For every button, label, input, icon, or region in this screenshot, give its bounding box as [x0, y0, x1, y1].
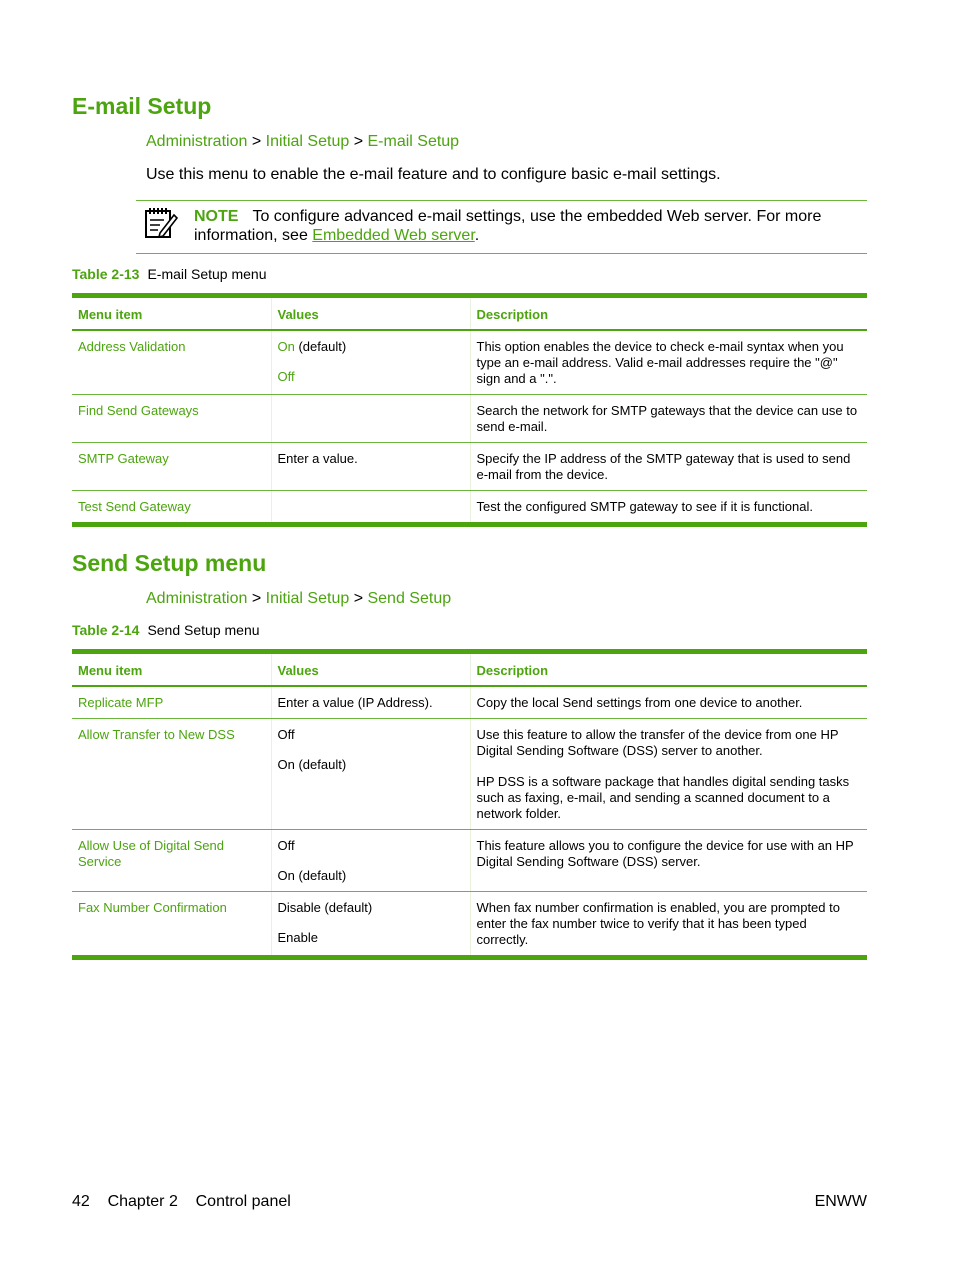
description-text: Specify the IP address of the SMTP gateway that is used to send e-mail from the device.: [476, 451, 851, 482]
note-pad-icon: [144, 205, 178, 239]
value-option: [278, 451, 464, 467]
table-number: Table 2-14: [72, 622, 140, 638]
breadcrumb-link-initial-setup[interactable]: Initial Setup: [265, 590, 350, 607]
chapter-title: Control panel: [195, 1193, 291, 1210]
values-cell: [271, 830, 470, 892]
embedded-web-server-link[interactable]: Embedded Web server: [312, 227, 475, 244]
value-option-text: (default): [294, 339, 347, 354]
value-option-text: Enter a value.: [277, 451, 358, 466]
values-cell: [271, 330, 470, 395]
column-header: Values: [271, 652, 470, 687]
values-cell: [271, 443, 470, 491]
value-option-text: Off: [277, 727, 295, 742]
value-option: [278, 868, 464, 884]
table-caption-title: E-mail Setup menu: [147, 266, 267, 282]
page-number: 42: [72, 1193, 90, 1210]
menu-item-link[interactable]: Allow Use of Digital Send Service: [72, 830, 271, 892]
value-option-link[interactable]: Off: [277, 369, 295, 384]
footer-left: [72, 1193, 291, 1211]
menu-item-link[interactable]: Replicate MFP: [72, 686, 271, 719]
menu-item-link[interactable]: Allow Transfer to New DSS: [72, 719, 271, 830]
menu-item-link[interactable]: Address Validation: [72, 330, 271, 395]
values-cell: [271, 686, 470, 719]
table-row: [72, 443, 867, 491]
description-text: HP DSS is a software package that handles digital sending tasks such as faxing, e-mail, and sending a scanned document to a network folder.: [476, 774, 850, 821]
values-cell: [271, 491, 470, 525]
value-option: [278, 727, 464, 743]
description-cell: [470, 719, 867, 830]
description-text: Search the network for SMTP gateways that the device can use to send e-mail.: [476, 403, 858, 434]
breadcrumb-link-email-setup[interactable]: E-mail Setup: [367, 133, 460, 150]
value-option: [278, 930, 464, 946]
value-option: [278, 695, 464, 711]
table-header-row: [72, 296, 867, 331]
column-header: Menu item: [72, 652, 271, 687]
breadcrumb-link-initial-setup[interactable]: Initial Setup: [265, 133, 350, 150]
table-row: [72, 491, 867, 525]
value-option: [278, 339, 464, 355]
description-text: This option enables the device to check e-mail syntax when you type an e-mail address. Valid e-mail addresses require the "@" sign and a ".".: [476, 339, 844, 386]
description-cell: [470, 491, 867, 525]
description-cell: [470, 443, 867, 491]
value-option-text: On (default): [277, 868, 347, 883]
column-header: Values: [271, 296, 470, 331]
value-option: [278, 900, 464, 916]
description-cell: [470, 395, 867, 443]
value-option-link[interactable]: On: [277, 339, 295, 354]
value-option-text: Enter a value (IP Address).: [277, 695, 433, 710]
menu-item-link[interactable]: SMTP Gateway: [72, 443, 271, 491]
table-row: [72, 719, 867, 830]
value-option-text: Enable: [277, 930, 318, 945]
breadcrumb-separator: >: [353, 133, 364, 150]
breadcrumb-send-setup: [146, 590, 451, 608]
description-text: Copy the local Send settings from one device to another.: [476, 695, 803, 710]
menu-item-link[interactable]: Fax Number Confirmation: [78, 900, 227, 915]
value-option: [278, 369, 464, 385]
value-option-text: On (default): [277, 757, 347, 772]
values-cell: [271, 719, 470, 830]
value-option-text: Disable (default): [277, 900, 373, 915]
column-header: Menu item: [72, 296, 271, 331]
table-number: Table 2-13: [72, 266, 140, 282]
description-cell: [470, 686, 867, 719]
breadcrumb-separator: >: [251, 590, 262, 607]
breadcrumb-email-setup: [146, 133, 459, 151]
send-setup-table: [72, 649, 867, 960]
value-option-text: Off: [277, 838, 295, 853]
table-row: [72, 892, 867, 958]
menu-item-link[interactable]: Test Send Gateway: [78, 499, 191, 514]
breadcrumb-link-send-setup[interactable]: Send Setup: [367, 590, 452, 607]
note-text: [194, 207, 854, 245]
intro-paragraph: Use this menu to enable the e-mail feature and to configure basic e-mail settings.: [146, 166, 721, 183]
breadcrumb-link-administration[interactable]: Administration: [146, 133, 248, 150]
table-row: [72, 686, 867, 719]
table-caption-2-13: [72, 266, 267, 282]
description-cell: [470, 830, 867, 892]
description-cell: [470, 330, 867, 395]
values-cell: [271, 892, 470, 958]
breadcrumb-separator: >: [251, 133, 262, 150]
email-setup-table: [72, 293, 867, 527]
table-row: [72, 395, 867, 443]
breadcrumb-separator: >: [353, 590, 364, 607]
description-text: This feature allows you to configure the device for use with an HP Digital Sending Software (DSS) server.: [476, 838, 854, 869]
note-body: To configure advanced e-mail settings, use the embedded Web server. For more information, see: [194, 208, 822, 244]
values-cell: [271, 395, 470, 443]
table-row: [72, 330, 867, 395]
footer-code: ENWW: [814, 1193, 867, 1210]
note-end: .: [474, 227, 480, 244]
section-title-send-setup: Send Setup menu: [72, 550, 267, 576]
description-cell: [470, 892, 867, 958]
note-box: [136, 200, 867, 254]
column-header: Description: [470, 652, 867, 687]
value-option: [278, 757, 464, 773]
menu-item-link[interactable]: Find Send Gateways: [72, 395, 271, 443]
value-option: [278, 838, 464, 854]
description-text: When fax number confirmation is enabled, you are prompted to enter the fax number twice to verify that it has been typed correctly.: [476, 900, 840, 947]
table-caption-title: Send Setup menu: [147, 622, 260, 638]
section-title-email-setup: E-mail Setup: [72, 93, 212, 119]
breadcrumb-link-administration[interactable]: Administration: [146, 590, 248, 607]
description-text: Use this feature to allow the transfer of the device from one HP Digital Sending Software (DSS) server to another.: [476, 727, 839, 758]
note-label: NOTE: [194, 208, 239, 225]
table-header-row: [72, 652, 867, 687]
description-text: Test the configured SMTP gateway to see if it is functional.: [476, 499, 813, 514]
chapter-number: Chapter 2: [107, 1193, 178, 1210]
table-caption-2-14: [72, 622, 260, 638]
column-header: Description: [470, 296, 867, 331]
table-row: [72, 830, 867, 892]
